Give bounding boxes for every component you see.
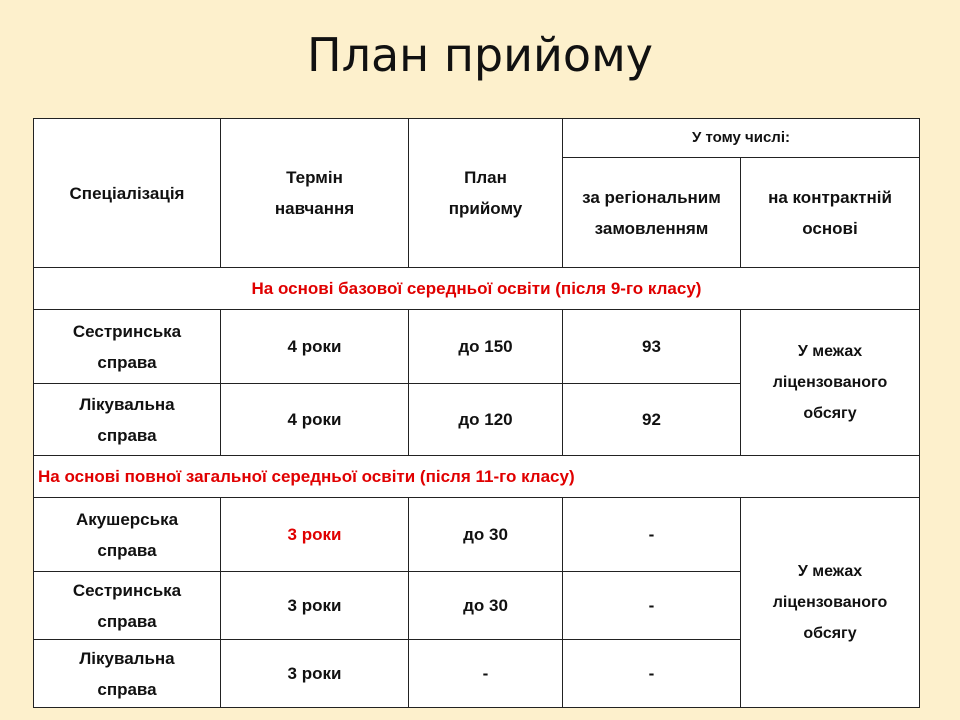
duration-cell: 3 роки xyxy=(221,498,409,572)
duration-cell: 4 роки xyxy=(221,310,409,384)
section-row xyxy=(34,456,920,498)
page-title: План прийому xyxy=(306,28,653,82)
header-contract: на контрактній основі xyxy=(741,158,920,268)
header-duration: Термін навчання xyxy=(221,119,409,268)
plan-cell: до 30 xyxy=(409,572,563,640)
regional-cell: 93 xyxy=(563,310,741,384)
header-row xyxy=(34,119,920,158)
admission-plan-table xyxy=(33,118,920,708)
regional-cell: - xyxy=(563,572,741,640)
table-row xyxy=(34,310,920,384)
regional-cell: - xyxy=(563,640,741,708)
specialization-cell: Акушерська справа xyxy=(34,498,221,572)
plan-cell: до 150 xyxy=(409,310,563,384)
specialization-cell: Сестринська справа xyxy=(34,572,221,640)
duration-cell: 3 роки xyxy=(221,640,409,708)
table-row xyxy=(34,498,920,572)
section-label: На основі базової середньої освіти (після 9-го класу) xyxy=(34,268,920,310)
regional-cell: 92 xyxy=(563,384,741,456)
header-regional: за регіональним замовленням xyxy=(563,158,741,268)
contract-cell: У межах ліцензованого обсягу xyxy=(741,310,920,456)
duration-cell: 3 роки xyxy=(221,572,409,640)
regional-cell: - xyxy=(563,498,741,572)
duration-cell: 4 роки xyxy=(221,384,409,456)
header-plan: План прийому xyxy=(409,119,563,268)
specialization-cell: Сестринська справа xyxy=(34,310,221,384)
plan-cell: до 120 xyxy=(409,384,563,456)
specialization-cell: Лікувальна справа xyxy=(34,640,221,708)
contract-cell: У межах ліцензованого обсягу xyxy=(741,498,920,708)
specialization-cell: Лікувальна справа xyxy=(34,384,221,456)
section-label: На основі повної загальної середньої освіти (після 11-го класу) xyxy=(34,456,920,498)
plan-cell: - xyxy=(409,640,563,708)
plan-cell: до 30 xyxy=(409,498,563,572)
header-specialization: Спеціалізація xyxy=(34,119,221,268)
header-including: У тому числі: xyxy=(563,119,920,158)
section-row xyxy=(34,268,920,310)
